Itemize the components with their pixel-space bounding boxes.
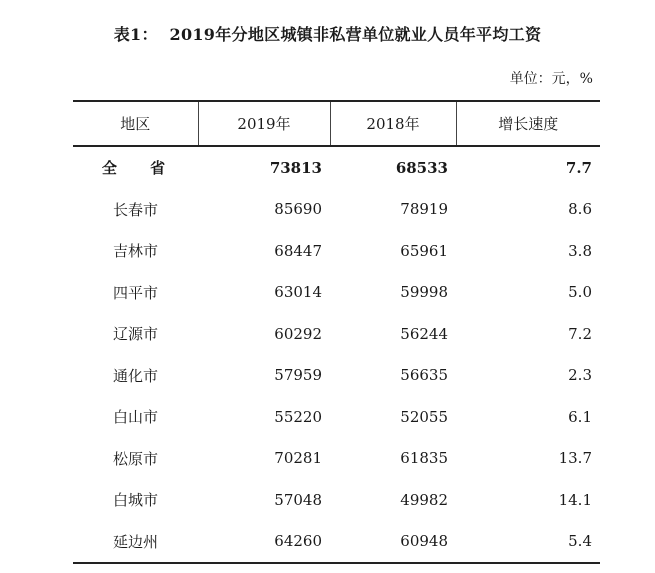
cell-growth: 6.1 — [568, 407, 592, 426]
cell-2019: 68447 — [274, 241, 322, 260]
cell-2018: 60948 — [330, 521, 456, 564]
cell-region: 吉林市 — [112, 242, 158, 261]
cell-2019: 85690 — [274, 200, 322, 219]
table-header-row — [73, 101, 600, 146]
cell-2019: 64260 — [198, 521, 330, 564]
cell-2019: 63014 — [274, 283, 322, 302]
cell-region: 辽源市 — [112, 325, 158, 344]
cell-growth: 7.2 — [568, 324, 592, 343]
cell-2018: 59998 — [400, 283, 448, 302]
header-2018: 2018年 — [330, 101, 456, 146]
cell-2019: 73813 — [269, 158, 322, 177]
cell-region: 通化市 — [112, 366, 158, 385]
unit-note: 单位：元，% — [509, 71, 593, 87]
header-growth: 增长速度 — [456, 101, 600, 146]
table-row — [73, 479, 600, 521]
table-row — [73, 438, 600, 480]
cell-2019: 70281 — [274, 449, 322, 468]
cell-2019: 57959 — [274, 366, 322, 385]
cell-2019: 60292 — [274, 324, 322, 343]
table-row — [73, 189, 600, 231]
cell-2018: 52055 — [400, 407, 448, 426]
cell-growth: 13.7 — [558, 449, 592, 468]
cell-region: 白城市 — [112, 491, 158, 510]
header-region: 地区 — [73, 101, 198, 146]
cell-2018: 49982 — [400, 490, 448, 509]
cell-growth: 5.4 — [456, 521, 600, 564]
cell-2018: 56635 — [400, 366, 448, 385]
cell-growth: 5.0 — [568, 283, 592, 302]
table-row — [73, 230, 600, 272]
cell-2018: 68533 — [395, 158, 448, 177]
table-row-total — [73, 146, 600, 189]
header-2019: 2019年 — [198, 101, 330, 146]
cell-2018: 61835 — [400, 449, 448, 468]
cell-2018: 65961 — [400, 241, 448, 260]
cell-growth: 8.6 — [568, 200, 592, 219]
cell-region: 四平市 — [112, 283, 158, 302]
cell-growth: 3.8 — [568, 241, 592, 260]
wage-table — [73, 100, 600, 564]
table-title: 表1： 2019年分地区城镇非私营单位就业人员年平均工资 — [113, 25, 542, 44]
table-row — [73, 521, 600, 564]
cell-region: 长春市 — [112, 200, 158, 219]
cell-2019: 55220 — [274, 407, 322, 426]
cell-growth: 7.7 — [565, 158, 592, 177]
table-row — [73, 355, 600, 397]
cell-region: 松原市 — [112, 449, 158, 468]
table-row — [73, 396, 600, 438]
cell-region: 白山市 — [112, 408, 158, 427]
table-row — [73, 272, 600, 314]
cell-growth: 14.1 — [558, 490, 592, 509]
cell-region: 延边州 — [73, 521, 198, 564]
cell-2019: 57048 — [274, 490, 322, 509]
cell-2018: 56244 — [400, 324, 448, 343]
cell-growth: 2.3 — [568, 366, 592, 385]
cell-2018: 78919 — [400, 200, 448, 219]
cell-region: 全 省 — [101, 159, 180, 178]
table-row — [73, 313, 600, 355]
